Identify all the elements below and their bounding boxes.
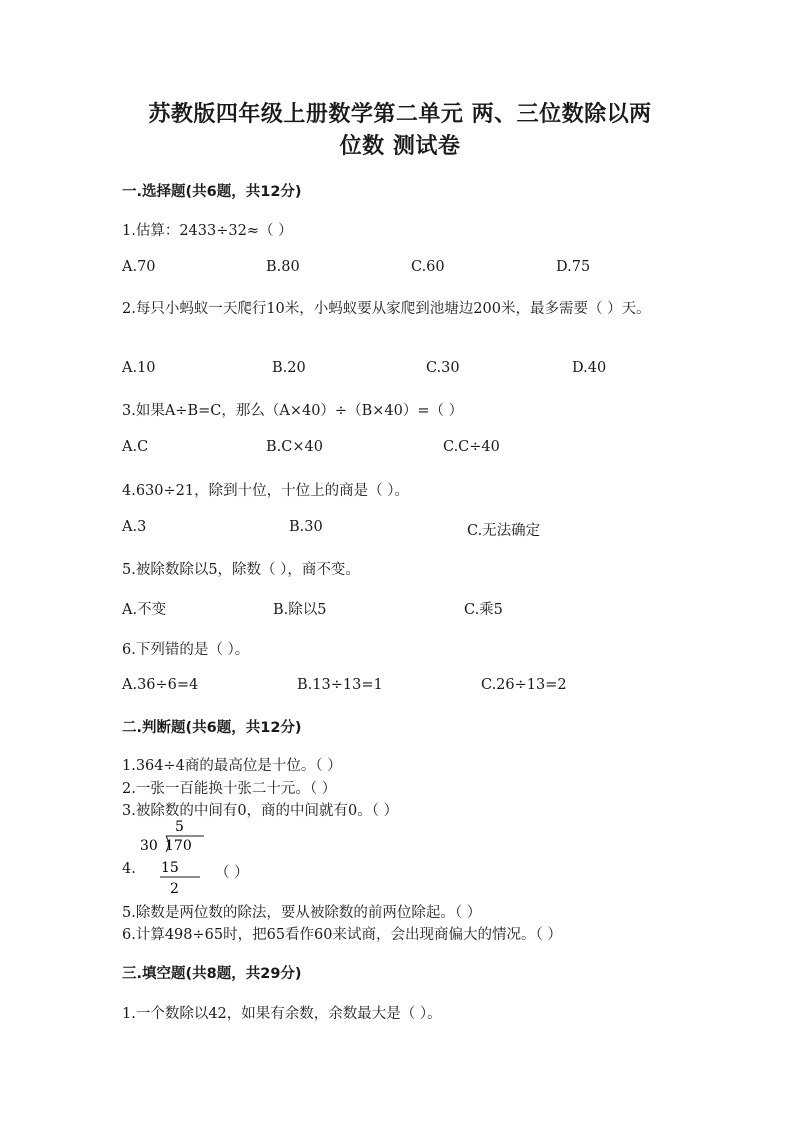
choice-3-option-b[interactable]: B.C×40 — [266, 439, 323, 455]
section-heading-choice: 一.选择题(共6题，共12分) — [122, 184, 302, 200]
page-title-line2: 位数 测试卷 — [339, 134, 461, 159]
choice-question-4: 4.630÷21，除到十位，十位上的商是（ ）。 — [122, 483, 409, 499]
page-title-line1: 苏教版四年级上册数学第二单元 两、三位数除以两 — [148, 102, 652, 127]
choice-1-option-b[interactable]: B.80 — [266, 259, 300, 275]
choice-2-option-a[interactable]: A.10 — [122, 360, 156, 376]
choice-question-1: 1.估算：2433÷32≈（ ） — [122, 223, 293, 239]
section-heading-fill: 三.填空题(共8题，共29分) — [122, 966, 302, 982]
choice-question-2: 2.每只小蚂蚁一天爬行10米，小蚂蚁要从家爬到池塘边200米，最多需要（ ）天。 — [122, 301, 651, 317]
choice-6-option-b[interactable]: B.13÷13=1 — [297, 677, 383, 693]
judge-question-4-answer-blank[interactable]: （ ） — [215, 865, 249, 881]
long-division-figure — [140, 818, 220, 898]
choice-question-6: 6.下列错的是（ ）。 — [122, 642, 250, 658]
choice-4-option-b[interactable]: B.30 — [289, 519, 323, 535]
choice-2-option-d[interactable]: D.40 — [572, 360, 607, 376]
judge-question-6: 6.计算498÷65时，把65看作60来试商，会出现商偏大的情况。（ ） — [122, 927, 562, 943]
choice-5-option-a[interactable]: A.不变 — [122, 602, 167, 618]
choice-3-option-c[interactable]: C.C÷40 — [443, 439, 500, 455]
choice-4-option-a[interactable]: A.3 — [122, 519, 147, 535]
judge-question-1: 1.364÷4商的最高位是十位。（ ） — [122, 758, 342, 774]
judge-question-4-number: 4. — [122, 861, 136, 877]
fill-question-1: 1.一个数除以42，如果有余数，余数最大是（ ）。 — [122, 1006, 442, 1022]
judge-question-5: 5.除数是两位数的除法，要从被除数的前两位除起。（ ） — [122, 905, 482, 921]
choice-6-option-a[interactable]: A.36÷6=4 — [122, 677, 199, 693]
long-division-dividend: 170 — [165, 838, 192, 854]
long-division-divisor: 30 — [140, 838, 158, 854]
choice-2-option-c[interactable]: C.30 — [426, 360, 460, 376]
judge-question-3: 3.被除数的中间有0，商的中间就有0。（ ） — [122, 803, 399, 819]
choice-1-option-d[interactable]: D.75 — [556, 259, 591, 275]
choice-5-option-b[interactable]: B.除以5 — [273, 602, 327, 618]
judge-question-2: 2.一张一百能换十张二十元。（ ） — [122, 781, 337, 797]
choice-4-option-c[interactable]: C.无法确定 — [467, 523, 541, 539]
choice-3-option-a[interactable]: A.C — [122, 439, 149, 455]
choice-question-3: 3.如果A÷B=C，那么（A×40）÷（B×40）=（ ） — [122, 403, 464, 419]
long-division-product: 15 — [161, 860, 179, 876]
section-heading-judge: 二.判断题(共6题，共12分) — [122, 720, 302, 736]
long-division-remainder: 2 — [170, 881, 179, 897]
choice-2-option-b[interactable]: B.20 — [272, 360, 306, 376]
choice-6-option-c[interactable]: C.26÷13=2 — [481, 677, 567, 693]
choice-5-option-c[interactable]: C.乘5 — [464, 602, 503, 618]
long-division-quotient: 5 — [175, 819, 184, 835]
choice-1-option-a[interactable]: A.70 — [122, 259, 156, 275]
choice-1-option-c[interactable]: C.60 — [411, 259, 445, 275]
choice-question-5: 5.被除数除以5，除数（ ），商不变。 — [122, 562, 360, 578]
